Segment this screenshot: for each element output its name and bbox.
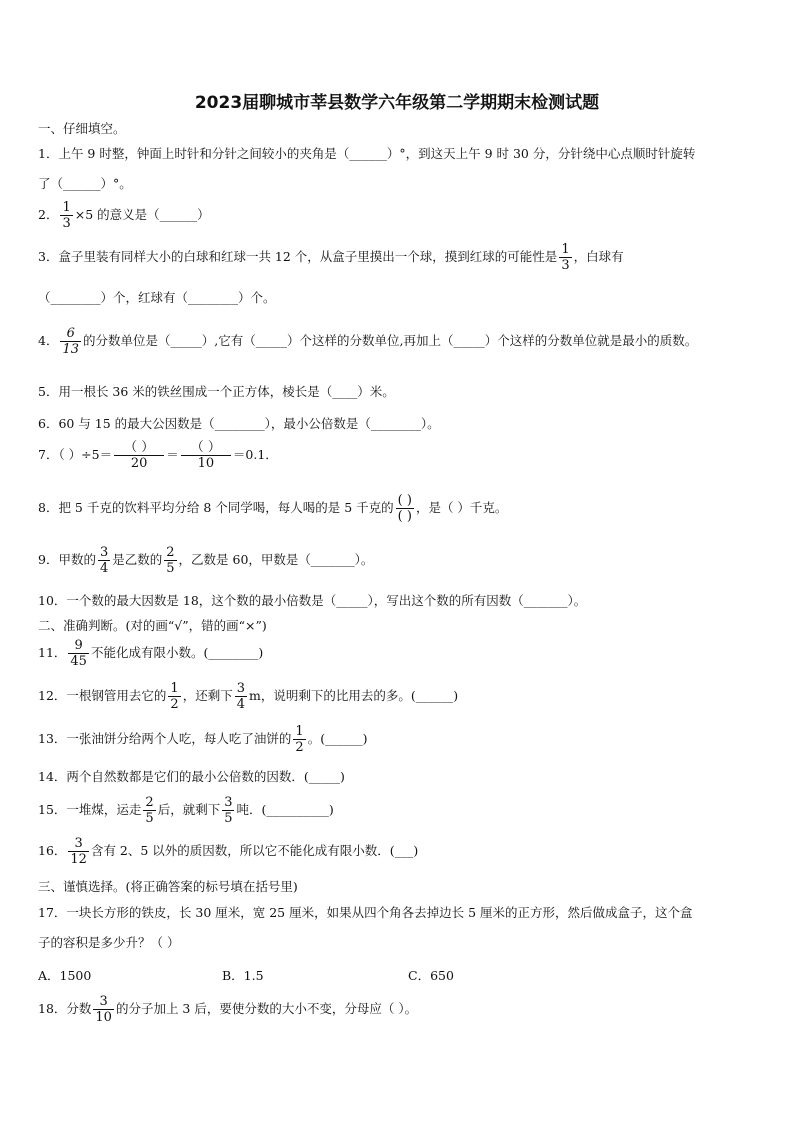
fraction <box>222 795 234 826</box>
numerator: 3 <box>68 836 89 852</box>
question-text: m，说明剩下的比用去的多。(______) <box>248 688 459 703</box>
fraction <box>60 326 81 357</box>
denominator: 3 <box>62 216 71 231</box>
question-number: 16． <box>38 843 67 858</box>
question-text: ＝0.1． <box>232 447 278 462</box>
question-17-line-2: 子的容积是多少升？（ ） <box>38 935 180 950</box>
fraction <box>235 681 247 712</box>
numerator: （ ） <box>181 440 231 456</box>
denominator: 2 <box>170 697 179 712</box>
question-text: ×5 的意义是（______） <box>74 207 210 222</box>
question-17-line-1: 17．一块长方形的铁皮，长 30 厘米，宽 25 厘米，如果从四个角各去掉边长 5 厘米的正方形，然后做成盒子，这个盒 <box>38 905 693 920</box>
question-text: 不能化成有限小数。(________) <box>90 645 264 660</box>
question-2 <box>38 200 210 231</box>
denominator: 4 <box>99 561 109 576</box>
numerator: 1 <box>62 200 71 215</box>
question-7 <box>38 440 278 471</box>
question-text: ，白球有 <box>573 249 624 264</box>
question-1-line-1: 1．上午 9 时整，钟面上时针和分针之间较小的夹角是（______）°，到这天上午 9 时 30 分，分针绕中心点顺时针旋转 <box>38 146 696 161</box>
option-c: C．650 <box>408 968 454 983</box>
question-text: 含有 2、5 以外的质因数，所以它不能化成有限小数．(___) <box>90 843 419 858</box>
numerator: 2 <box>145 795 154 810</box>
numerator: 6 <box>60 326 81 342</box>
numerator: ( ) <box>397 493 412 508</box>
numerator: 3 <box>236 681 245 696</box>
question-text: 。(______) <box>307 731 368 746</box>
question-number: 11． <box>38 645 67 660</box>
question-text: 后，就剩下 <box>157 802 221 817</box>
question-text: 9．甲数的 <box>38 552 96 567</box>
numerator: 1 <box>561 242 570 257</box>
question-text: 12．一根钢管用去它的 <box>38 688 167 703</box>
question-text: 8．把 5 千克的饮料平均分给 8 个同学喝，每人喝的是 5 千克的 <box>38 500 394 515</box>
fraction <box>68 836 89 867</box>
denominator: 10 <box>197 456 215 471</box>
fraction <box>60 200 72 231</box>
question-18 <box>38 994 417 1025</box>
fraction <box>143 795 155 826</box>
question-text: 3．盒子里装有同样大小的白球和红球一共 12 个，从盒子里摸出一个球，摸到红球的可能性是 <box>38 249 558 264</box>
numerator: 2 <box>166 545 175 560</box>
question-1-line-2: 了（______）°。 <box>38 176 132 191</box>
question-6: 6．60 与 15 的最大公因数是（________），最小公倍数是（________）。 <box>38 416 440 431</box>
fraction <box>168 681 180 712</box>
denominator: 13 <box>62 342 79 357</box>
denominator: 5 <box>145 811 154 826</box>
question-number: 4． <box>38 333 59 348</box>
question-15 <box>38 795 334 826</box>
option-b: B．1.5 <box>222 968 264 983</box>
denominator: 2 <box>295 740 304 755</box>
question-text: 15．一堆煤，运走 <box>38 802 142 817</box>
option-a: A．1500 <box>38 968 92 983</box>
question-12 <box>38 681 458 712</box>
numerator: 3 <box>224 795 233 810</box>
question-4 <box>38 326 697 357</box>
question-number: 2． <box>38 207 59 222</box>
question-5: 5．用一根长 36 米的铁丝围成一个正方体，棱长是（____）米。 <box>38 384 395 399</box>
section-heading-choice: 三、谨慎选择。(将正确答案的标号填在括号里) <box>38 879 298 894</box>
numerator: 1 <box>295 724 304 739</box>
question-11 <box>38 638 263 669</box>
question-8 <box>38 493 507 524</box>
denominator: 5 <box>166 561 175 576</box>
section-heading-fill-in: 一、仔细填空。 <box>38 121 126 136</box>
numerator: （ ） <box>114 440 164 456</box>
fraction <box>293 724 305 755</box>
denominator: 10 <box>95 1010 112 1025</box>
fraction <box>559 242 571 273</box>
question-text: ，是（ ）千克。 <box>415 500 508 515</box>
denominator: 20 <box>130 456 148 471</box>
question-text: 18．分数 <box>38 1001 92 1016</box>
numerator: 1 <box>170 681 179 696</box>
fraction <box>93 994 114 1025</box>
question-text: ，乙数是 60，甲数是（_______）。 <box>178 552 374 567</box>
fraction <box>98 545 110 576</box>
question-13 <box>38 724 367 755</box>
question-3-line-2: （________）个，红球有（________）个。 <box>38 290 276 305</box>
numerator: 3 <box>93 994 114 1010</box>
denominator: 12 <box>70 852 87 867</box>
fraction <box>68 638 89 669</box>
question-text: 是乙数的 <box>112 552 163 567</box>
denominator: 4 <box>236 697 245 712</box>
denominator: 3 <box>561 258 570 273</box>
question-text: 7．（ ）÷5＝ <box>38 447 113 462</box>
numerator: 9 <box>68 638 89 654</box>
question-9 <box>38 545 373 576</box>
question-10: 10．一个数的最大因数是 18，这个数的最小倍数是（_____），写出这个数的所有因数（_______）。 <box>38 593 587 608</box>
question-text: 的分数单位是（_____）,它有（_____）个这样的分数单位,再加上（_____）个这样的分数单位就是最小的质数。 <box>83 333 698 348</box>
question-16 <box>38 836 418 867</box>
question-14: 14．两个自然数都是它们的最小公倍数的因数．(_____) <box>38 769 345 784</box>
fraction <box>396 493 414 524</box>
fraction <box>164 545 176 576</box>
numerator: 3 <box>99 545 109 560</box>
denominator: 45 <box>70 654 87 669</box>
question-3-line-1 <box>38 242 624 273</box>
fraction <box>181 440 231 471</box>
page-title: 2023届聊城市莘县数学六年级第二学期期末检测试题 <box>194 93 600 113</box>
question-text: ，还剩下 <box>182 688 233 703</box>
question-text: 的分子加上 3 后，要使分数的大小不变，分母应（ ）。 <box>115 1001 418 1016</box>
question-text: 吨．(__________) <box>236 802 334 817</box>
denominator: ( ) <box>397 509 412 524</box>
equals-sign: ＝ <box>166 447 179 462</box>
section-heading-judgment: 二、准确判断。(对的画“√”，错的画“×”) <box>38 618 267 633</box>
denominator: 5 <box>224 811 233 826</box>
question-text: 13．一张油饼分给两个人吃，每人吃了油饼的 <box>38 731 292 746</box>
fraction <box>114 440 164 471</box>
